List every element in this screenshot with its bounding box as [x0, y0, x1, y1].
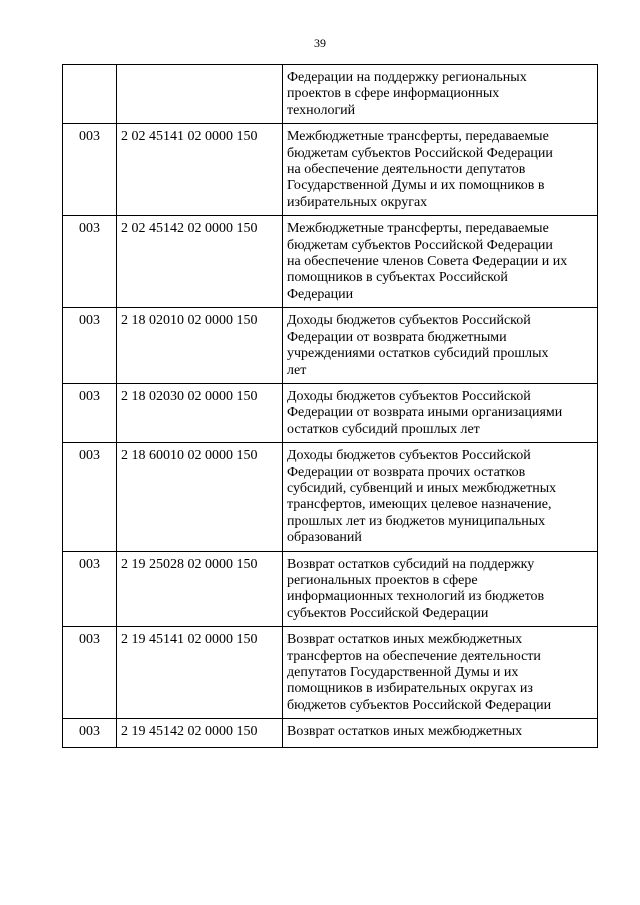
admin-code-cell: 003: [63, 627, 117, 719]
budget-code-cell: 2 19 25028 02 0000 150: [117, 551, 283, 627]
table-row: [63, 216, 598, 308]
revenue-name-cell: Возврат остатков субсидий на поддержку региональных проектов в сфере информационных технологий из бюджетов субъектов Российской Федерации: [283, 551, 598, 627]
admin-code-cell: 003: [63, 124, 117, 216]
table-row: [63, 551, 598, 627]
table-row: [63, 124, 598, 216]
revenue-name-cell: Доходы бюджетов субъектов Российской Федерации от возврата бюджетными учреждениями остатков субсидий прошлых лет: [283, 308, 598, 384]
budget-code-cell: 2 18 02030 02 0000 150: [117, 383, 283, 442]
admin-code-cell: 003: [63, 383, 117, 442]
admin-code-cell: 003: [63, 443, 117, 551]
revenue-name-cell: Межбюджетные трансферты, передаваемые бюджетам субъектов Российской Федерации на обеспечение членов Совета Федерации и их помощников в субъектах Российской Федерации: [283, 216, 598, 308]
revenue-name-cell: Доходы бюджетов субъектов Российской Федерации от возврата иными организациями остатков субсидий прошлых лет: [283, 383, 598, 442]
budget-code-cell: 2 02 45141 02 0000 150: [117, 124, 283, 216]
budget-code-cell: 2 02 45142 02 0000 150: [117, 216, 283, 308]
table-row: [63, 383, 598, 442]
budget-code-cell: 2 19 45142 02 0000 150: [117, 719, 283, 747]
admin-code-cell: 003: [63, 216, 117, 308]
table-row: [63, 627, 598, 719]
table-row: [63, 443, 598, 551]
budget-code-cell: [117, 65, 283, 124]
revenue-name-cell: Федерации на поддержку региональных проектов в сфере информационных технологий: [283, 65, 598, 124]
admin-code-cell: 003: [63, 551, 117, 627]
revenue-name-cell: Межбюджетные трансферты, передаваемые бюджетам субъектов Российской Федерации на обеспечение деятельности депутатов Государственной Думы и их помощников в избирательных округах: [283, 124, 598, 216]
revenue-name-cell: Доходы бюджетов субъектов Российской Федерации от возврата прочих остатков субсидий, субвенций и иных межбюджетных трансфертов, имеющих целевое назначение, прошлых лет из бюджетов муниципальных образований: [283, 443, 598, 551]
budget-code-cell: 2 18 60010 02 0000 150: [117, 443, 283, 551]
table-row: [63, 308, 598, 384]
revenue-name-cell: Возврат остатков иных межбюджетных трансфертов на обеспечение деятельности депутатов Государственной Думы и их помощников в избирательных округах из бюджетов субъектов Российской Федерации: [283, 627, 598, 719]
page-number: 39: [314, 36, 326, 50]
budget-code-cell: 2 19 45141 02 0000 150: [117, 627, 283, 719]
admin-code-cell: 003: [63, 308, 117, 384]
revenue-codes-table: [62, 64, 598, 748]
admin-code-cell: [63, 65, 117, 124]
table-row: [63, 65, 598, 124]
table-row: [63, 719, 598, 747]
admin-code-cell: 003: [63, 719, 117, 747]
revenue-name-cell: Возврат остатков иных межбюджетных: [283, 719, 598, 747]
budget-code-cell: 2 18 02010 02 0000 150: [117, 308, 283, 384]
